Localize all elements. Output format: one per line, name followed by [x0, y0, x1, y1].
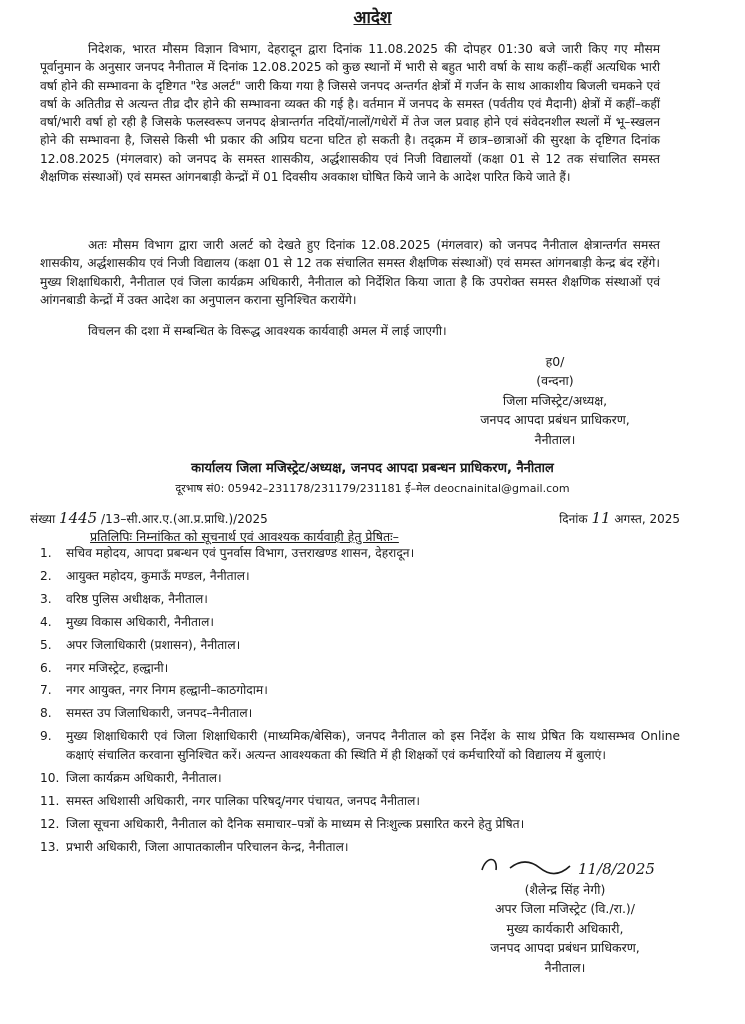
recipient-number: 8.: [40, 706, 52, 721]
recipient-text: वरिष्ठ पुलिस अधीक्षक, नैनीताल।: [66, 591, 208, 606]
recipient-item: [40, 815, 680, 834]
recipient-number: 5.: [40, 637, 52, 652]
recipient-number: 3.: [40, 591, 52, 606]
recipient-number: 11.: [40, 793, 60, 808]
recipient-item: [40, 613, 680, 632]
recipient-item: [40, 681, 680, 700]
recipient-item: [40, 792, 680, 811]
signatory-place: नैनीताल।: [544, 959, 586, 975]
signature-block-adm: [440, 880, 690, 977]
recipient-number: 13.: [40, 839, 60, 854]
recipient-text: मुख्य शिक्षाधिकारी एवं जिला शिक्षाधिकारी (माध्यमिक/बेसिक), जनपद नैनीताल को इस निर्देश के साथ प्रेषित कि यथासम्भव Online कक्षाएं संचालित करवाना सुनिश्चित करें। अत्यन्त आवश्यकता की स्थिति में ही शिक्षकों एवं कर्मचारियों को विद्यालय में बुलाएं।: [66, 729, 680, 763]
recipient-text: नगर आयुक्त, नगर निगम हल्द्वानी–काठगोदाम।: [66, 683, 268, 698]
recipient-text: आयुक्त महोदय, कुमाऊँ मण्डल, नैनीताल।: [66, 568, 250, 583]
recipient-item: [40, 659, 680, 678]
date-day: 11: [591, 509, 611, 527]
recipient-text: समस्त अधिशासी अधिकारी, नगर पालिका परिषद्/नगर पंचायत, जनपद नैनीताल।: [66, 793, 421, 808]
signatory-role: मुख्य कार्यकारी अधिकारी,: [506, 920, 624, 936]
signatory-place: नैनीताल।: [534, 431, 576, 447]
recipient-item: [40, 636, 680, 655]
recipient-text: जिला कार्यक्रम अधिकारी, नैनीताल।: [66, 771, 222, 786]
recipient-number: 9.: [40, 729, 52, 744]
recipient-item: [40, 727, 680, 765]
recipient-item: [40, 704, 680, 723]
signatory-name: (शैलेन्द्र सिंह नेगी): [524, 882, 606, 897]
signatory-name: (वन्दना): [536, 373, 574, 389]
signatory-authority: जनपद आपदा प्रबंधन प्राधिकरण,: [490, 940, 640, 956]
office-contact: दूरभाष सं0: 05942–231178/231179/231181 ई–मेल deocnainital@gmail.com: [175, 482, 570, 495]
reference-suffix: /13–सी.आर.ए.(आ.प्र.प्राधि.)/2025: [101, 512, 268, 526]
recipient-number: 10.: [40, 771, 60, 786]
recipient-item: [40, 769, 680, 788]
reference-prefix: संख्या: [30, 512, 56, 526]
reference-line: [30, 508, 680, 530]
signature-block-dm: [440, 352, 670, 449]
recipient-text: मुख्य विकास अधिकारी, नैनीताल।: [66, 614, 214, 629]
recipient-number: 6.: [40, 660, 52, 675]
recipient-number: 7.: [40, 683, 52, 698]
recipient-text: प्रभारी अधिकारी, जिला आपातकालीन परिचालन केन्द्र, नैनीताल।: [66, 839, 349, 854]
handwritten-signature: [470, 850, 690, 884]
recipient-item: [40, 544, 680, 563]
order-paragraph-2: अतः मौसम विभाग द्वारा जारी अलर्ट को देखते हुए दिनांक 12.08.2025 (मंगलवार) को जनपद नैनीताल क्षेत्रान्तर्गत समस्त शासकीय, अर्द्धशासकीय एवं निजी विद्यालय (कक्षा 01 से 12 तक संचालित समस्त शैक्षणिक संस्थाओं) एवं समस्त आंगनबाड़ी केन्द्र बंद रहेंगे। मुख्य शिक्षाधिकारी, नैनीताल एवं जिला कार्यक्रम अधिकारी, नैनीताल को निर्देशित किया जाता है कि उपरोक्त समस्त शैक्षणिक संस्थाओं एवं आंगनबाडी केन्द्रों में उक्त आदेश का अनुपालन कराना सुनिश्चित करायेंगे।: [40, 238, 660, 307]
recipient-number: 4.: [40, 614, 52, 629]
signatory-designation: अपर जिला मजिस्ट्रेट (वि./रा.)/: [494, 901, 636, 917]
signature-mark: ह0/: [545, 354, 565, 369]
date-suffix: अगस्त, 2025: [614, 512, 680, 526]
reference-date: [559, 508, 680, 530]
recipient-text: नगर मजिस्ट्रेट, हल्द्वानी।: [66, 660, 169, 675]
signatory-designation: जिला मजिस्ट्रेट/अध्यक्ष,: [502, 392, 608, 408]
document-title: आदेश: [353, 8, 392, 28]
recipient-item: [40, 567, 680, 586]
recipient-number: 12.: [40, 816, 60, 831]
handwritten-date: 11/8/2025: [578, 860, 655, 878]
recipient-text: समस्त उप जिलाधिकारी, जनपद–नैनीताल।: [66, 706, 253, 721]
recipient-number: 2.: [40, 568, 52, 583]
recipient-text: जिला सूचना अधिकारी, नैनीताल को दैनिक समाचार–पत्रों के माध्यम से निःशुल्क प्रसारित करने हेतु प्रेषित।: [66, 816, 525, 831]
office-heading: कार्यालय जिला मजिस्ट्रेट/अध्यक्ष, जनपद आपदा प्रबन्धन प्राधिकरण, नैनीताल: [191, 461, 554, 476]
recipient-item: [40, 590, 680, 609]
date-prefix: दिनांक: [559, 512, 588, 526]
order-paragraph-3: विचलन की दशा में सम्बन्धित के विरूद्ध आवश्यक कार्यवाही अमल में लाई जाएगी।: [88, 324, 447, 338]
recipient-text: अपर जिलाधिकारी (प्रशासन), नैनीताल।: [66, 637, 241, 652]
copy-heading: प्रतिलिपिः निम्नांकित को सूचनार्थ एवं आवश्यक कार्यवाही हेतु प्रेषितः–: [90, 529, 399, 544]
order-paragraph-1: निदेशक, भारत मौसम विज्ञान विभाग, देहरादून द्वारा दिनांक 11.08.2025 की दोपहर 01:30 बजे जारी किए गए मौसम पूर्वानुमान के अनुसार जनपद नैनीताल में दिनांक 12.08.2025 को कुछ स्थानों में भारी से बहुत भारी वर्षा के साथ कहीं–कहीं अत्यधिक भारी वर्षा होने की सम्भावना के दृष्टिगत "रेड अलर्ट" जारी किया गया है जिससे जनपद अन्तर्गत क्षेत्रों में गर्जन के साथ आकाशीय बिजली चमकने एवं वर्षा के अतितीव्र से अत्यन्त तीव्र दौर होने की सम्भावना व्यक्त की गई है। वर्तमान में जनपद के समस्त (पर्वतीय एवं मैदानी) क्षेत्रों में कहीं–कहीं वर्षा/भारी वर्षा हो रही है जिसके फलस्वरूप जनपद क्षेत्रान्तर्गत नदियों/नालों/गधेरों में तेज जल प्रवाह होने एवं संवेदनशील स्थलों में भू–स्खलन होने की सम्भावना है, जिससे किसी भी प्रकार की अप्रिय घटना घटित हो सकती है। तद्क्रम में छात्र–छात्राओं की सुरक्षा के दृष्टिगत दिनांक 12.08.2025 (मंगलवार) को जनपद के समस्त शासकीय, अर्द्धशासकीय एवं निजी विद्यालयों (कक्षा 01 से 12 तक संचालित समस्त शैक्षणिक संस्थाओं) एवं समस्त आंगनबाड़ी केन्द्रों में 01 दिवसीय अवकाश घोषित किये जाने के आदेश पारित किये जाते हैं।: [40, 42, 661, 185]
signatory-authority: जनपद आपदा प्रबंधन प्राधिकरण,: [480, 412, 630, 428]
recipient-text: सचिव महोदय, आपदा प्रबन्धन एवं पुनर्वास विभाग, उत्तराखण्ड शासन, देहरादून।: [66, 546, 415, 560]
reference-number: 1445: [59, 509, 98, 527]
recipient-number: 1.: [40, 546, 52, 560]
recipient-list: [40, 544, 680, 861]
